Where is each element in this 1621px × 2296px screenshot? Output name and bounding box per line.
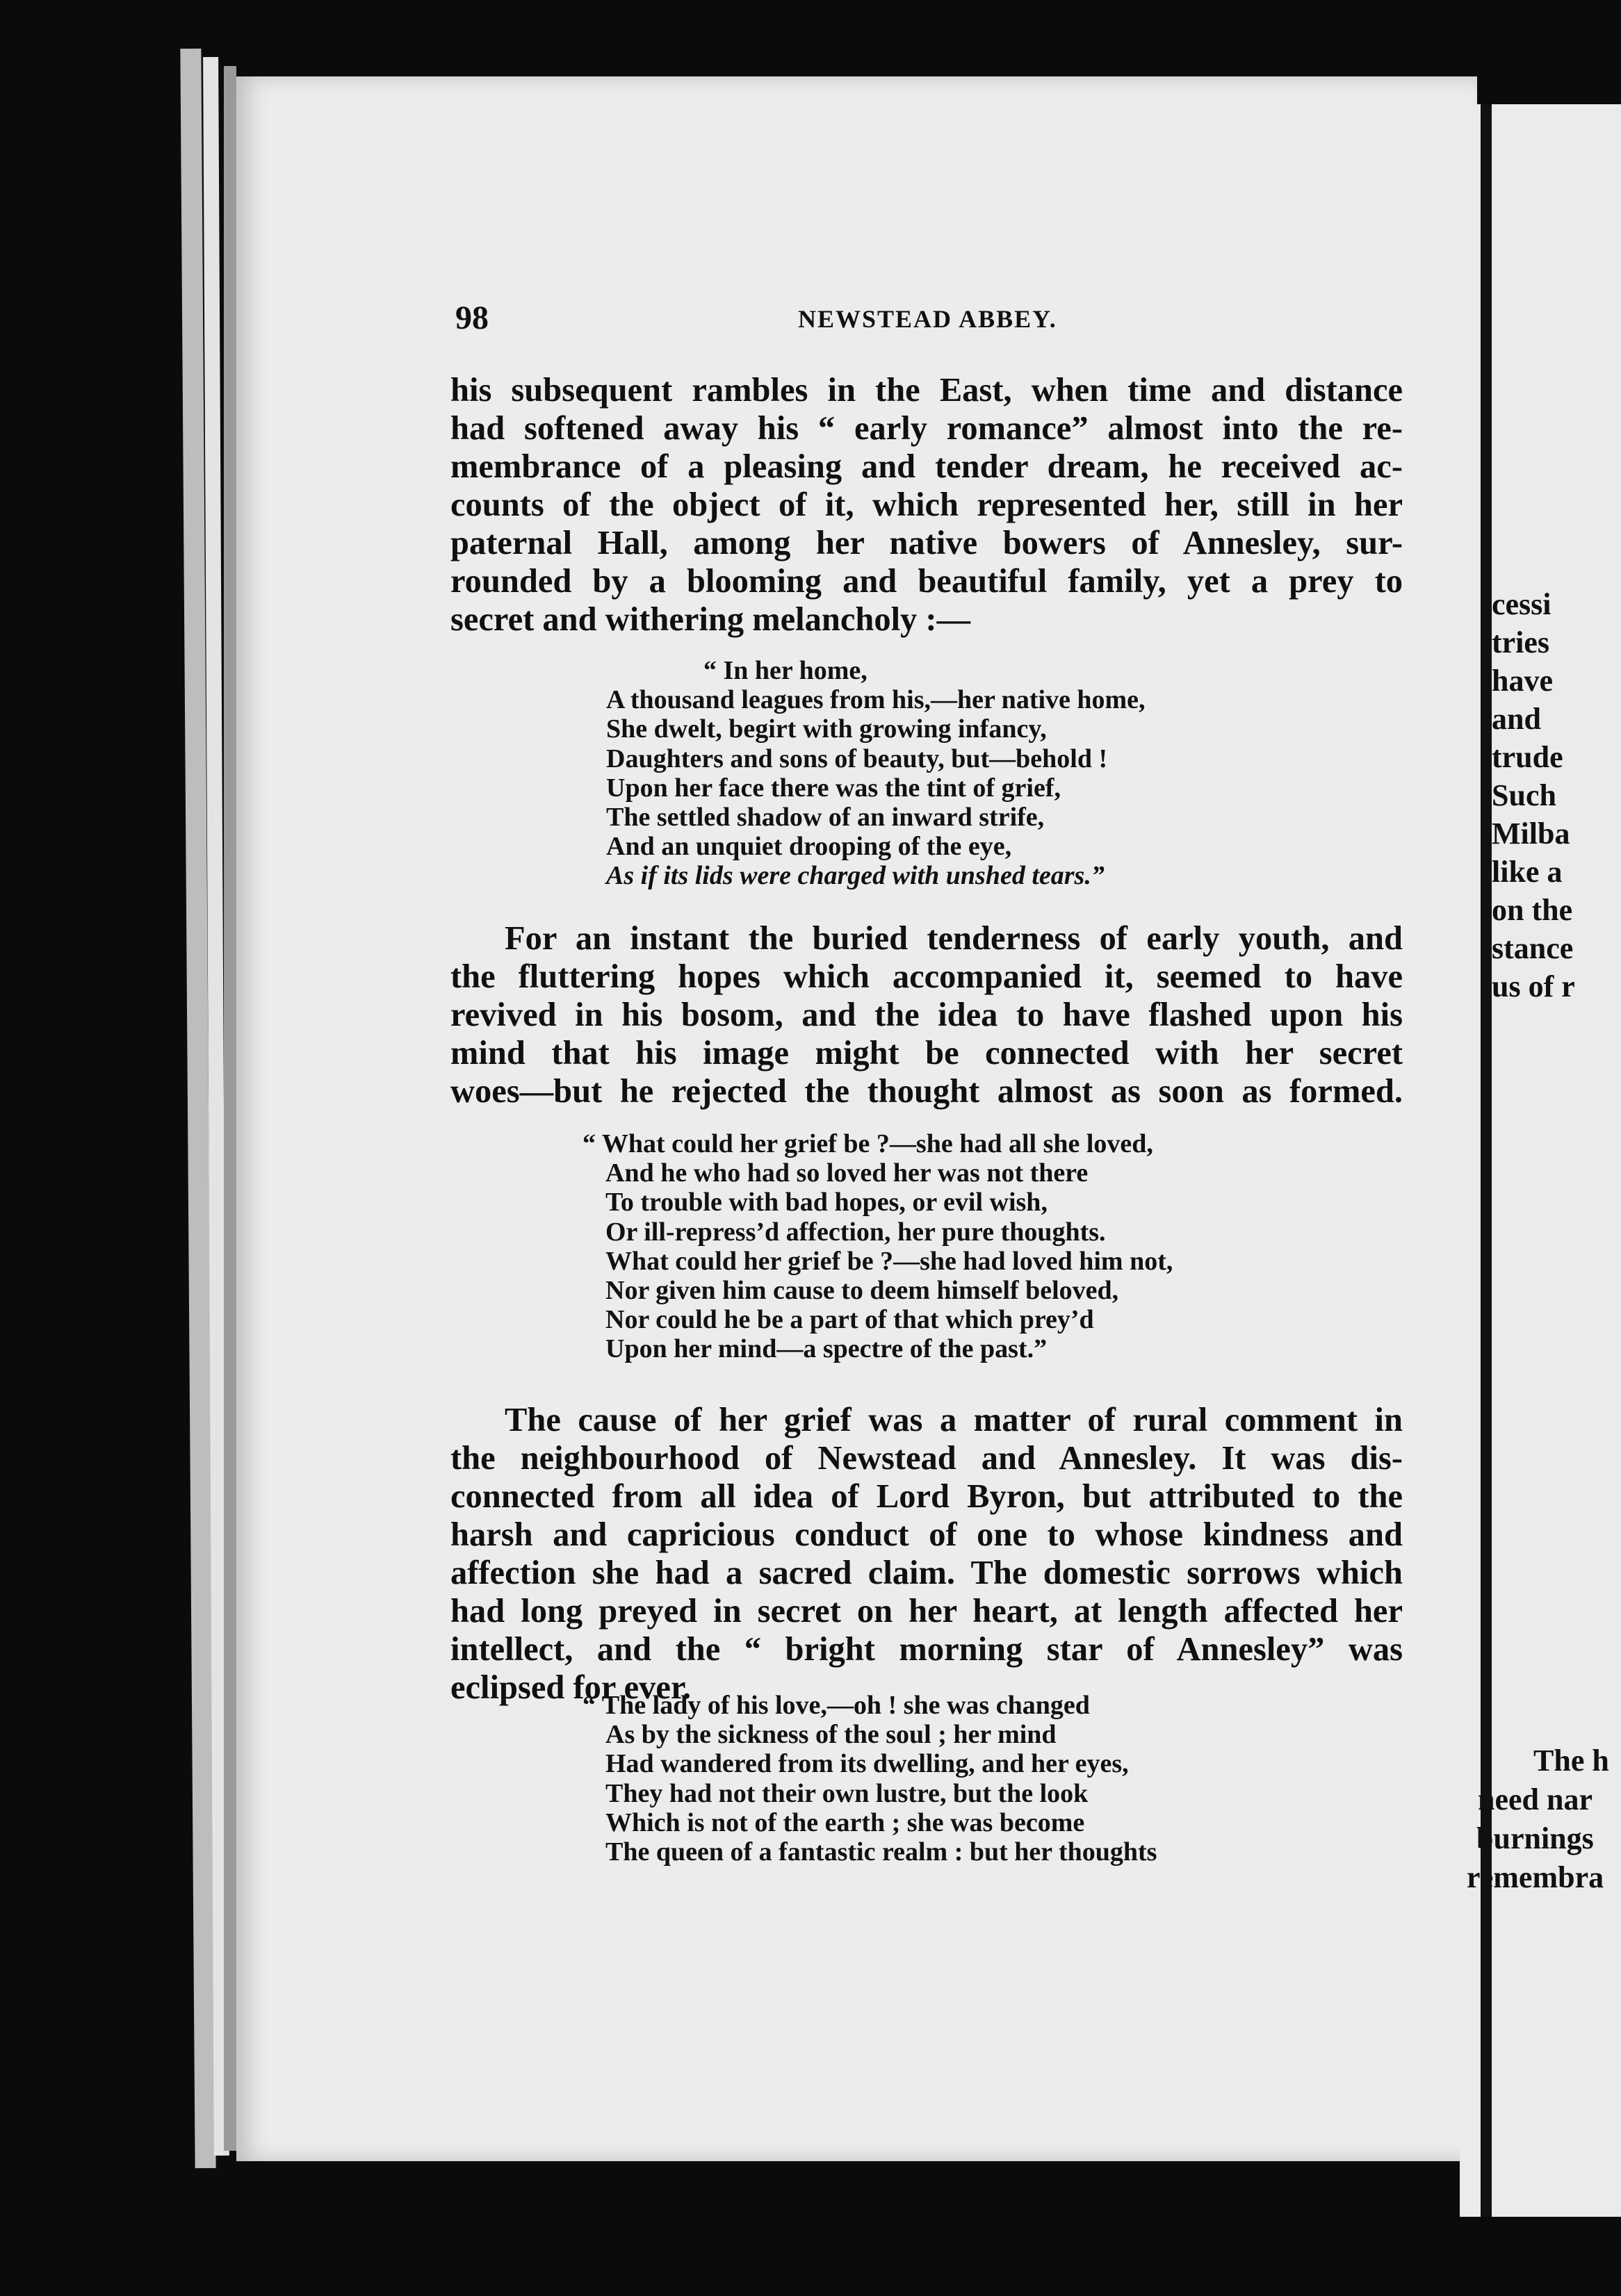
verse-line: As if its lids were charged with unshed tears.” bbox=[606, 861, 1105, 891]
text-line: secret and withering melancholy :— bbox=[450, 601, 971, 638]
verse-line: The settled shadow of an inward strife, bbox=[606, 803, 1045, 833]
facing-page-text-bottom bbox=[1467, 1741, 1609, 1897]
facing-line: tries bbox=[1492, 625, 1550, 659]
verse-line: A thousand leagues from his,—her native home, bbox=[606, 685, 1146, 715]
text-line: the fluttering hopes which accompanied it, seemed to have bbox=[450, 958, 1403, 995]
verse-line: “ The lady of his love,—oh ! she was changed bbox=[583, 1691, 1090, 1720]
facing-line: remembra bbox=[1467, 1860, 1604, 1894]
verse-line: She dwelt, begirt with growing infancy, bbox=[606, 714, 1047, 744]
facing-line: Milba bbox=[1492, 817, 1570, 851]
facing-line: have bbox=[1492, 664, 1553, 698]
text-line: eclipsed for ever. bbox=[450, 1669, 692, 1706]
text-line: The cause of her grief was a matter of rural comment in bbox=[505, 1402, 1403, 1438]
paragraph-3 bbox=[450, 1401, 1403, 1707]
text-line: counts of the object of it, which represented her, still in her bbox=[450, 486, 1403, 523]
text-line: harsh and capricious conduct of one to whose kindness and bbox=[450, 1516, 1403, 1553]
text-line: mind that his image might be connected with her secret bbox=[450, 1035, 1403, 1072]
facing-line: on the bbox=[1492, 893, 1573, 927]
running-head bbox=[455, 299, 1428, 341]
paragraph-2 bbox=[450, 919, 1403, 1110]
text-line: had softened away his “ early romance” almost into the re- bbox=[450, 410, 1403, 447]
verse-line: And an unquiet drooping of the eye, bbox=[606, 832, 1012, 862]
facing-line: burnings bbox=[1476, 1821, 1594, 1855]
text-line: paternal Hall, among her native bowers of Annesley, sur- bbox=[450, 525, 1403, 561]
text-line: affection she had a sacred claim. The domestic sorrows which bbox=[450, 1555, 1403, 1591]
verse-line: Upon her mind—a spectre of the past.” bbox=[605, 1334, 1048, 1364]
facing-line: like a bbox=[1492, 855, 1563, 889]
page-gutter bbox=[1481, 104, 1492, 2217]
text-line: his subsequent rambles in the East, when time and distance bbox=[450, 372, 1403, 409]
verse-quote-2 bbox=[583, 1129, 1173, 1364]
running-title: NEWSTEAD ABBEY. bbox=[798, 305, 1057, 333]
text-line: intellect, and the “ bright morning star of Annesley” was bbox=[450, 1631, 1403, 1668]
facing-line: and bbox=[1492, 702, 1541, 736]
verse-line: Or ill-repress’d affection, her pure thoughts. bbox=[605, 1217, 1106, 1247]
text-line: revived in his bosom, and the idea to have flashed upon his bbox=[450, 997, 1403, 1033]
text-line: the neighbourhood of Newstead and Annesley. It was dis- bbox=[450, 1440, 1403, 1477]
page-number: 98 bbox=[455, 300, 489, 336]
verse-line: What could her grief be ?—she had loved him not, bbox=[605, 1246, 1173, 1276]
verse-line: Upon her face there was the tint of grief, bbox=[606, 773, 1061, 803]
verse-line: To trouble with bad hopes, or evil wish, bbox=[605, 1188, 1048, 1217]
verse-line: Nor given him cause to deem himself beloved, bbox=[605, 1276, 1119, 1306]
facing-page-text-top bbox=[1492, 585, 1575, 1006]
verse-line: Had wandered from its dwelling, and her eyes, bbox=[605, 1749, 1129, 1779]
text-line: connected from all idea of Lord Byron, but attributed to the bbox=[450, 1478, 1403, 1515]
verse-line: “ What could her grief be ?—she had all she loved, bbox=[583, 1129, 1153, 1158]
text-line: membrance of a pleasing and tender dream, he received ac- bbox=[450, 448, 1403, 485]
verse-line: And he who had so loved her was not there bbox=[605, 1158, 1089, 1188]
facing-line: cessi bbox=[1492, 587, 1551, 621]
paragraph-1 bbox=[450, 371, 1403, 639]
verse-line: Daughters and sons of beauty, but—behold ! bbox=[606, 744, 1108, 773]
text-line: rounded by a blooming and beautiful family, yet a prey to bbox=[450, 563, 1403, 600]
text-line: had long preyed in secret on her heart, at length affected her bbox=[450, 1593, 1403, 1630]
verse-line: As by the sickness of the soul ; her mind bbox=[605, 1720, 1057, 1750]
text-line: For an instant the buried tenderness of early youth, and bbox=[505, 920, 1403, 957]
verse-line: Nor could he be a part of that which prey’d bbox=[605, 1305, 1094, 1335]
facing-line: The h bbox=[1533, 1744, 1609, 1778]
verse-line: Which is not of the earth ; she was become bbox=[605, 1807, 1085, 1837]
facing-line: trude bbox=[1492, 740, 1563, 774]
facing-line: Such bbox=[1492, 778, 1556, 812]
verse-line: “ In her home, bbox=[703, 656, 867, 685]
facing-line: stance bbox=[1492, 931, 1574, 965]
verse-quote-3 bbox=[583, 1691, 1157, 1867]
facing-line: us of r bbox=[1492, 969, 1575, 1003]
text-line: woes—but he rejected the thought almost as soon as formed. bbox=[450, 1073, 1403, 1110]
verse-quote-1 bbox=[606, 656, 1146, 891]
verse-line: They had not their own lustre, but the look bbox=[605, 1778, 1089, 1808]
facing-line: need nar bbox=[1478, 1782, 1593, 1817]
page-edge-stack bbox=[224, 66, 236, 2151]
verse-line: The queen of a fantastic realm : but her thoughts bbox=[605, 1837, 1157, 1867]
